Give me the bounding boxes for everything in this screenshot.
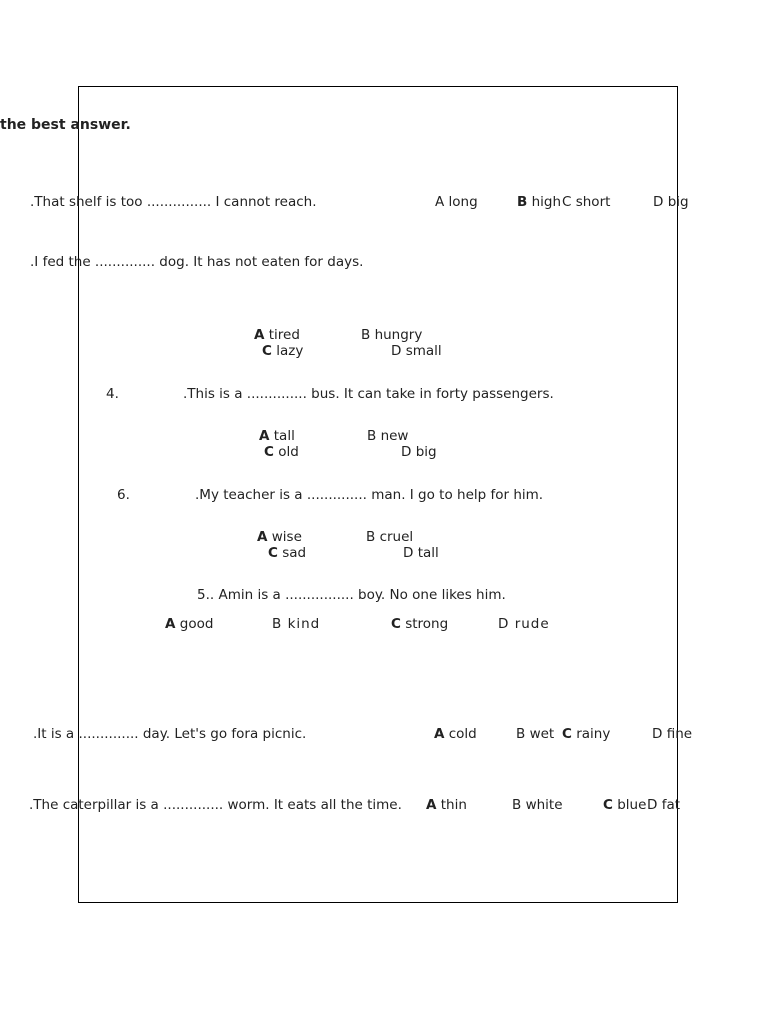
option-d[interactable]: D tall [403, 545, 439, 561]
option-label: big [667, 194, 689, 210]
option-a[interactable]: A tired [254, 327, 300, 343]
option-a[interactable]: A wise [257, 529, 302, 545]
option-label: cruel [379, 529, 414, 545]
question-text: .I fed the .............. dog. It has not eaten for days. [30, 254, 364, 270]
option-label: wet [529, 726, 555, 742]
question-text: .This is a .............. bus. It can take in forty passengers. [183, 386, 554, 402]
option-label: high [531, 194, 562, 210]
option-label: hungry [374, 327, 423, 343]
option-c[interactable]: C sad [268, 545, 307, 561]
option-b[interactable]: B cruel [366, 529, 414, 545]
option-a[interactable]: A cold [434, 726, 477, 742]
question-number: 6. [117, 487, 130, 503]
option-d[interactable]: D big [401, 444, 437, 460]
option-c[interactable]: C short [562, 194, 611, 210]
question-text: .The caterpillar is a .............. worm. It eats all the time. [29, 797, 402, 813]
option-label: white [525, 797, 563, 813]
option-label: new [380, 428, 409, 444]
option-c[interactable]: C blue [603, 797, 647, 813]
option-d[interactable]: D fat [647, 797, 681, 813]
option-label: blue [617, 797, 647, 813]
option-label: short [575, 194, 611, 210]
option-label: lazy [276, 343, 304, 359]
question-text: .My teacher is a .............. man. I go to help for him. [195, 487, 544, 503]
option-label: cold [448, 726, 477, 742]
option-d[interactable]: D rude [498, 616, 550, 632]
option-b[interactable]: B wet [516, 726, 555, 742]
option-label: wise [271, 529, 302, 545]
option-label: fat [661, 797, 681, 813]
option-a[interactable]: A tall [259, 428, 295, 444]
option-label: tall [417, 545, 439, 561]
option-label: good [179, 616, 214, 632]
option-a[interactable]: A long [435, 194, 478, 210]
option-b[interactable]: B kind [272, 616, 321, 632]
option-label: thin [440, 797, 467, 813]
question-number: 4. [106, 386, 119, 402]
option-c[interactable]: C lazy [262, 343, 304, 359]
option-b[interactable]: B hungry [361, 327, 423, 343]
option-c[interactable]: C old [264, 444, 299, 460]
option-label: tired [268, 327, 300, 343]
option-label: old [278, 444, 299, 460]
option-c[interactable]: C strong [391, 616, 449, 632]
option-d[interactable]: D fine [652, 726, 693, 742]
question-text: .It is a .............. day. Let's go fora picnic. [33, 726, 307, 742]
option-a[interactable]: A thin [426, 797, 467, 813]
option-label: rude [514, 616, 550, 632]
question-text: .That shelf is too ............... I cannot reach. [30, 194, 317, 210]
question-text: 5.. Amin is a ................ boy. No one likes him. [197, 587, 506, 603]
option-label: rainy [576, 726, 611, 742]
option-label: big [415, 444, 437, 460]
option-a[interactable]: A good [165, 616, 214, 632]
option-d[interactable]: D big [653, 194, 689, 210]
option-label: tall [273, 428, 295, 444]
option-label: small [405, 343, 442, 359]
instructions-heading: the best answer. [0, 117, 131, 133]
option-b[interactable]: B white [512, 797, 563, 813]
option-label: long [448, 194, 478, 210]
option-label: strong [405, 616, 449, 632]
option-label: sad [282, 545, 307, 561]
option-b[interactable]: B high [517, 194, 562, 210]
option-label: fine [666, 726, 693, 742]
option-b[interactable]: B new [367, 428, 409, 444]
option-c[interactable]: C rainy [562, 726, 611, 742]
option-label: kind [287, 616, 321, 632]
option-d[interactable]: D small [391, 343, 442, 359]
